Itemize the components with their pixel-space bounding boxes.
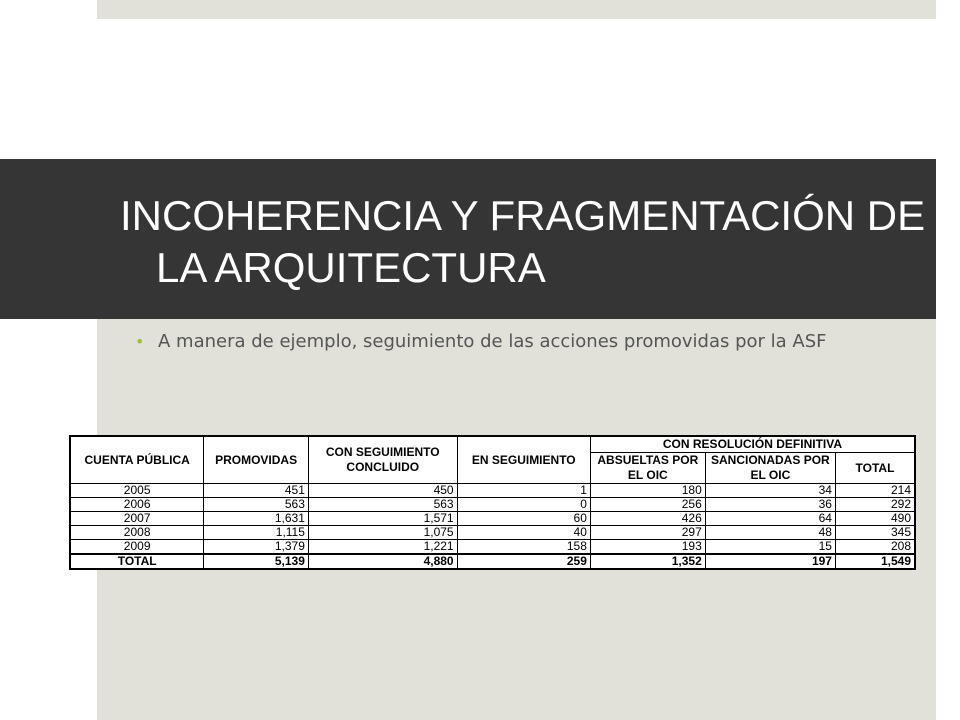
cell-total-absueltas: 1,352 bbox=[590, 554, 705, 569]
cell-total-total: 1,549 bbox=[835, 554, 915, 569]
header-total: TOTAL bbox=[835, 453, 915, 484]
cell-year: 2008 bbox=[70, 526, 204, 540]
cell-promovidas: 451 bbox=[204, 484, 309, 498]
cell-absueltas: 256 bbox=[590, 498, 705, 512]
cell-total-concluido: 4,880 bbox=[308, 554, 457, 569]
cell-total: 208 bbox=[835, 540, 915, 555]
cell-year: 2009 bbox=[70, 540, 204, 555]
header-con-seguimiento-concluido: CON SEGUIMIENTO CONCLUIDO bbox=[308, 436, 457, 484]
header-sancionadas: SANCIONADAS POR EL OIC bbox=[705, 453, 835, 484]
cell-total: 292 bbox=[835, 498, 915, 512]
cell-total-promovidas: 5,139 bbox=[204, 554, 309, 569]
cell-seguimiento: 60 bbox=[457, 512, 590, 526]
header-promovidas: PROMOVIDAS bbox=[204, 436, 309, 484]
cell-total: 345 bbox=[835, 526, 915, 540]
header-en-seguimiento: EN SEGUIMIENTO bbox=[457, 436, 590, 484]
cell-total: 490 bbox=[835, 512, 915, 526]
table-row bbox=[70, 484, 915, 498]
slide-background bbox=[97, 0, 936, 720]
cell-promovidas: 1,379 bbox=[204, 540, 309, 555]
cell-concluido: 1,571 bbox=[308, 512, 457, 526]
slide-title: INCOHERENCIA Y FRAGMENTACIÓN DE LA ARQUITECTURA bbox=[120, 192, 926, 291]
table-row bbox=[70, 512, 915, 526]
table-row bbox=[70, 540, 915, 555]
cell-seguimiento: 40 bbox=[457, 526, 590, 540]
actions-table bbox=[69, 435, 916, 570]
cell-total-label: TOTAL bbox=[70, 554, 204, 569]
cell-year: 2006 bbox=[70, 498, 204, 512]
cell-sancionadas: 64 bbox=[705, 512, 835, 526]
bullet-item bbox=[135, 330, 925, 354]
cell-year: 2007 bbox=[70, 512, 204, 526]
cell-promovidas: 563 bbox=[204, 498, 309, 512]
cell-total-sancionadas: 197 bbox=[705, 554, 835, 569]
cell-year: 2005 bbox=[70, 484, 204, 498]
bullet-text: A manera de ejemplo, seguimiento de las acciones promovidas por la ASF bbox=[158, 331, 827, 352]
cell-absueltas: 193 bbox=[590, 540, 705, 555]
slide-top-gap bbox=[97, 19, 936, 159]
cell-sancionadas: 36 bbox=[705, 498, 835, 512]
cell-sancionadas: 48 bbox=[705, 526, 835, 540]
header-cuenta-publica: CUENTA PÚBLICA bbox=[70, 436, 204, 484]
cell-promovidas: 1,115 bbox=[204, 526, 309, 540]
header-absueltas: ABSUELTAS POR EL OIC bbox=[590, 453, 705, 484]
cell-promovidas: 1,631 bbox=[204, 512, 309, 526]
table-total-row bbox=[70, 554, 915, 569]
header-con-resolucion-definitiva: CON RESOLUCIÓN DEFINITIVA bbox=[590, 436, 915, 453]
cell-concluido: 1,075 bbox=[308, 526, 457, 540]
cell-absueltas: 297 bbox=[590, 526, 705, 540]
cell-seguimiento: 1 bbox=[457, 484, 590, 498]
cell-sancionadas: 34 bbox=[705, 484, 835, 498]
table-row bbox=[70, 526, 915, 540]
cell-seguimiento: 0 bbox=[457, 498, 590, 512]
cell-seguimiento: 158 bbox=[457, 540, 590, 555]
cell-total: 214 bbox=[835, 484, 915, 498]
cell-sancionadas: 15 bbox=[705, 540, 835, 555]
cell-concluido: 563 bbox=[308, 498, 457, 512]
table-row bbox=[70, 498, 915, 512]
bullet-icon: • bbox=[135, 332, 145, 351]
table-header-row bbox=[70, 436, 915, 453]
cell-absueltas: 426 bbox=[590, 512, 705, 526]
cell-total-seguimiento: 259 bbox=[457, 554, 590, 569]
cell-concluido: 1,221 bbox=[308, 540, 457, 555]
cell-concluido: 450 bbox=[308, 484, 457, 498]
cell-absueltas: 180 bbox=[590, 484, 705, 498]
